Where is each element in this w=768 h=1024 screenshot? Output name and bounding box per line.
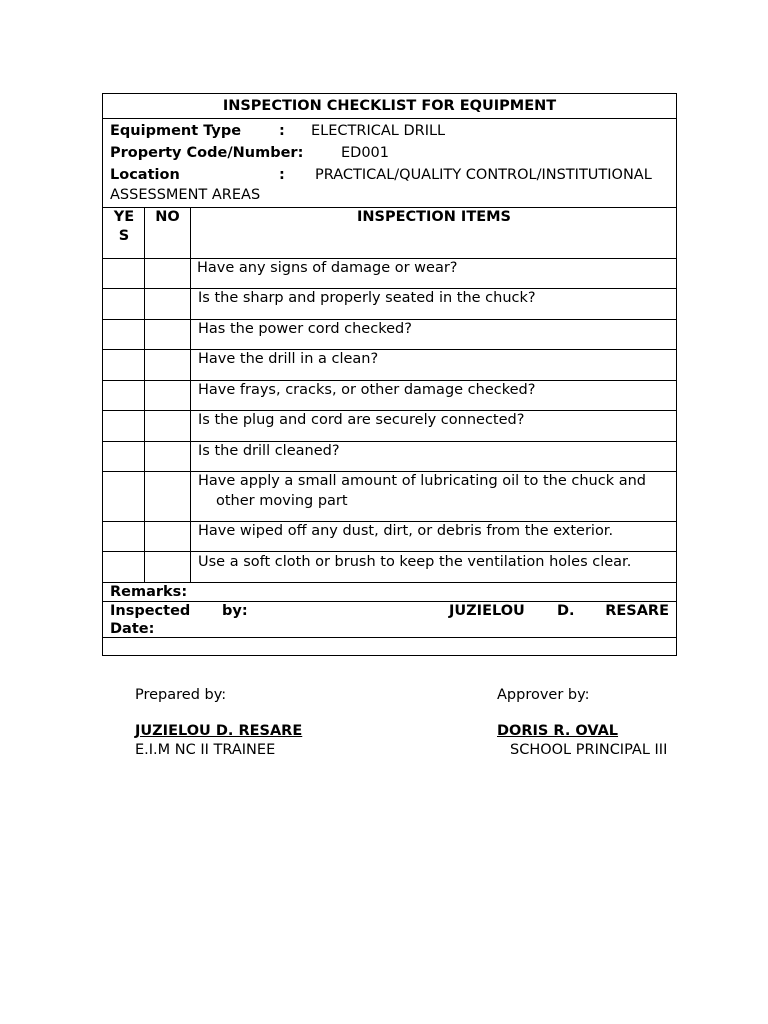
inspection-item: Is the plug and cord are securely connected?: [198, 412, 525, 428]
inspection-item: Have frays, cracks, or other damage checked?: [198, 382, 536, 398]
prepared-by-title: E.I.M NC II TRAINEE: [135, 742, 276, 758]
inspection-item: Have any signs of damage or wear?: [197, 260, 458, 276]
no-checkbox-cell[interactable]: [145, 350, 190, 380]
location-value: PRACTICAL/QUALITY CONTROL/INSTITUTIONAL: [315, 167, 652, 183]
row-divider: [103, 582, 676, 583]
inspection-items-header: INSPECTION ITEMS: [356, 209, 511, 225]
inspection-item: Use a soft cloth or brush to keep the ventilation holes clear.: [198, 554, 632, 570]
equipment-type-value: ELECTRICAL DRILL: [311, 123, 446, 139]
no-checkbox-cell[interactable]: [145, 289, 190, 319]
no-checkbox-cell[interactable]: [145, 259, 190, 288]
row-divider: [103, 637, 676, 638]
prepared-by-name: JUZIELOU D. RESARE: [135, 723, 303, 739]
inspected-by-label: Inspected: [110, 603, 191, 619]
inspected-by-label-by: by:: [222, 603, 248, 619]
yes-checkbox-cell[interactable]: [103, 411, 144, 441]
no-checkbox-cell[interactable]: [145, 411, 190, 441]
equipment-type-label: Equipment Type: [110, 123, 242, 139]
location-value-continued: ASSESSMENT AREAS: [110, 187, 261, 203]
inspection-item: Has the power cord checked?: [198, 321, 412, 337]
yes-checkbox-cell[interactable]: [103, 472, 144, 521]
yes-checkbox-cell[interactable]: [103, 350, 144, 380]
approver-by-title: SCHOOL PRINCIPAL III: [510, 742, 668, 758]
column-divider: [190, 207, 191, 582]
yes-checkbox-cell[interactable]: [103, 442, 144, 471]
checklist-title: INSPECTION CHECKLIST FOR EQUIPMENT: [222, 98, 557, 114]
date-label: Date:: [110, 621, 155, 637]
yes-checkbox-cell[interactable]: [103, 552, 144, 582]
prepared-by-label: Prepared by:: [135, 687, 227, 703]
inspection-item-continued: other moving part: [216, 493, 348, 509]
property-code-label: Property Code/Number:: [110, 145, 304, 161]
no-checkbox-cell[interactable]: [145, 522, 190, 551]
no-checkbox-cell[interactable]: [145, 472, 190, 521]
approver-by-label: Approver by:: [497, 687, 590, 703]
no-column-header: NO: [155, 209, 180, 225]
no-checkbox-cell[interactable]: [145, 320, 190, 349]
yes-checkbox-cell[interactable]: [103, 381, 144, 410]
location-colon: :: [279, 167, 285, 183]
no-checkbox-cell[interactable]: [145, 552, 190, 582]
yes-checkbox-cell[interactable]: [103, 289, 144, 319]
location-label: Location: [110, 167, 180, 183]
no-checkbox-cell[interactable]: [145, 442, 190, 471]
checklist-table: [102, 93, 677, 656]
property-code-value: ED001: [341, 145, 390, 161]
yes-checkbox-cell[interactable]: [103, 259, 144, 288]
yes-checkbox-cell[interactable]: [103, 320, 144, 349]
inspection-item: Is the drill cleaned?: [198, 443, 340, 459]
remarks-label: Remarks:: [110, 584, 188, 600]
inspection-item: Have the drill in a clean?: [198, 351, 379, 367]
inspection-item: Have wiped off any dust, dirt, or debris from the exterior.: [198, 523, 614, 539]
approver-by-name: DORIS R. OVAL: [497, 723, 619, 739]
inspection-item: Is the sharp and properly seated in the chuck?: [198, 290, 536, 306]
no-checkbox-cell[interactable]: [145, 381, 190, 410]
yes-column-header: YE: [113, 209, 135, 225]
equipment-type-colon: :: [279, 123, 285, 139]
yes-checkbox-cell[interactable]: [103, 522, 144, 551]
divider: [103, 118, 676, 119]
inspector-first-name: JUZIELOU: [449, 603, 525, 619]
inspector-middle-initial: D.: [557, 603, 575, 619]
yes-column-header-wrap: S: [118, 228, 130, 244]
inspector-last-name: RESARE: [605, 603, 669, 619]
inspection-item: Have apply a small amount of lubricating oil to the chuck and: [198, 473, 646, 489]
